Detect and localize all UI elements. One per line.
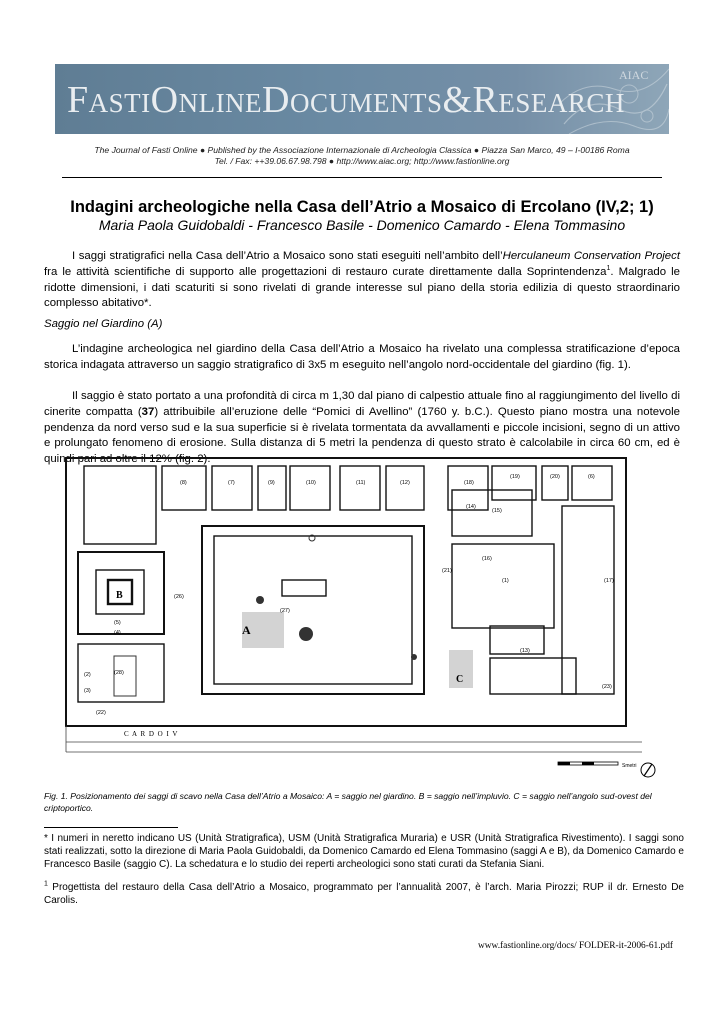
footnote-ref-1[interactable]: 1 <box>606 265 611 272</box>
north-arrow-icon <box>641 763 655 777</box>
footnote-1 <box>44 881 684 907</box>
aiac-logo: AIAC <box>619 68 649 82</box>
intro-text-c: . Malgrado le ridotte dimensioni, i dati scaturiti si sono rivelati di grande interesse sul piano della storia edilizia di questo straordinario complesso abitativo*. <box>44 265 680 310</box>
room-number-label: (26) <box>174 594 184 600</box>
room-number-label: (21) <box>442 568 452 574</box>
room-number-label: (3) <box>84 688 91 694</box>
room-number-label: (7) <box>228 480 235 486</box>
article-title: Indagini archeologiche nella Casa dell’Atrio a Mosaico di Ercolano (IV,2; 1) <box>70 198 654 216</box>
footnote-rule <box>44 827 178 828</box>
section-heading: Saggio nel Giardino (A) <box>44 318 163 330</box>
header-rule <box>62 177 662 178</box>
room-number-label: (10) <box>306 480 316 486</box>
footnote-star: * I numeri in neretto indicano US (Unità Stratigrafica), USM (Unità Stratigrafica Muraria) e USR (Unità Stratigrafica Rivestimento). I saggi sono stati realizzati, sotto la direzione di Maria Paola Guidobaldi, da Domenico Camardo ed Elena Tommasino (saggi A e B), da Domenico Camardo e Francesco Basile (saggio C). La schedatura e lo studio dei reperti archeologici sono stati curati da Stefania Siani. <box>44 833 684 871</box>
article-authors: Maria Paola Guidobaldi - Francesco Basile - Domenico Camardo - Elena Tommasino <box>98 217 626 233</box>
footnote-1-number: 1 <box>44 880 48 888</box>
room-number-label: (17) <box>604 578 614 584</box>
room-number-label: (23) <box>602 684 612 690</box>
figure-caption: Fig. 1. Posizionamento dei saggi di scavo nella Casa dell’Atrio a Mosaico: A = saggio nel giardino. B = saggio nell’impluvio. C = saggio nell’angolo sud-ovest del criptoportico. <box>44 791 652 813</box>
room-number-label: (28) <box>114 670 124 676</box>
project-name: Herculaneum Conservation Project <box>502 250 680 262</box>
room-number-label: (16) <box>482 556 492 562</box>
room-number-label: (20) <box>550 474 560 480</box>
room-number-label: (9) <box>268 480 275 486</box>
room-number-label: (27) <box>280 608 290 614</box>
room-number-label: (13) <box>520 648 530 654</box>
house-plan-figure <box>62 452 662 790</box>
journal-info-line2: Tel. / Fax: ++39.06.67.98.798 ● http://www.aiac.org; http://www.fastionline.org <box>214 156 510 166</box>
footer-url[interactable]: www.fastionline.org/docs/ FOLDER-it-2006-61.pdf <box>478 941 674 951</box>
banner-title: FastiOnlineDocuments&Research <box>67 79 625 121</box>
scale-bar <box>558 762 618 765</box>
label-sondage-c: C <box>456 674 464 685</box>
room-number-label: (22) <box>96 710 106 716</box>
room-number-label: (19) <box>510 474 520 480</box>
room-number-label: (14) <box>466 504 476 510</box>
room-number-label: (4) <box>114 630 121 636</box>
journal-banner <box>55 64 669 134</box>
paragraph-intro <box>44 249 680 312</box>
room-number-label: (1) <box>502 578 509 584</box>
paragraph-garden: L’indagine archeologica nel giardino della Casa dell’Atrio a Mosaico ha rivelato una complessa stratificazione d’epoca storica indagata attraverso un saggio stratigrafico di 3x5 m eseguito nell’angolo nord-occidentale del giardino (fig. 1). <box>44 343 680 371</box>
room-number-label: (6) <box>588 474 595 480</box>
scale-bar-label: Smetri <box>622 763 637 769</box>
label-sondage-b: B <box>116 590 123 601</box>
journal-info-line1: The Journal of Fasti Online ● Published by the Associazione Internazionale di Archeologia Classica ● Piazza San Marco, 49 – I-00186 Roma <box>94 145 630 155</box>
room-number-label: (12) <box>400 480 410 486</box>
room-number-label: (8) <box>180 480 187 486</box>
label-sondage-a: A <box>242 623 251 637</box>
room-number-label: (15) <box>492 508 502 514</box>
room-number-label: (5) <box>114 620 121 626</box>
depth-text-a: Il saggio è stato portato a una profondità di circa m 1,30 dal piano di calpestio attuale fino al raggiungimento del livello di cinerite compatta ( <box>44 390 680 418</box>
intro-text-a: I saggi stratigrafici nella Casa dell’Atrio a Mosaico sono stati eseguiti nell’ambito dell’ <box>72 250 503 262</box>
room-number-label: (18) <box>464 480 474 486</box>
room-number-label: (11) <box>356 480 366 486</box>
label-street: C A R D O I V <box>124 730 179 738</box>
footnote-1-text: Progettista del restauro della Casa dell’Atrio a Mosaico, programmato per l’annualità 2007, è l’arch. Maria Pirozzi; RUP il dr. Ernesto De Carolis. <box>44 882 684 907</box>
intro-text-b: fra le attività scientifiche di supporto alle progettazioni di restauro curate direttamente dalla Soprintendenza <box>44 265 607 278</box>
room-number-label: (2) <box>84 672 91 678</box>
us-number: 37 <box>141 405 155 418</box>
depth-text-b: ) attribuibile all’eruzione delle “Pomici di Avellino” (1760 y. b.C.). Questo piano mostra una notevole pendenza da nord verso sud e la sua superficie si è rivelata tormentata da avvallamenti e piccole incisioni, segno di un attivo e prolungato fenomeno di erosione. Sulla distanza di 5 metri la pendenza di questo strato è calcolabile in circa 60 cm, ed è quindi pari ad oltre il 12% (fig. 2). <box>44 405 680 466</box>
